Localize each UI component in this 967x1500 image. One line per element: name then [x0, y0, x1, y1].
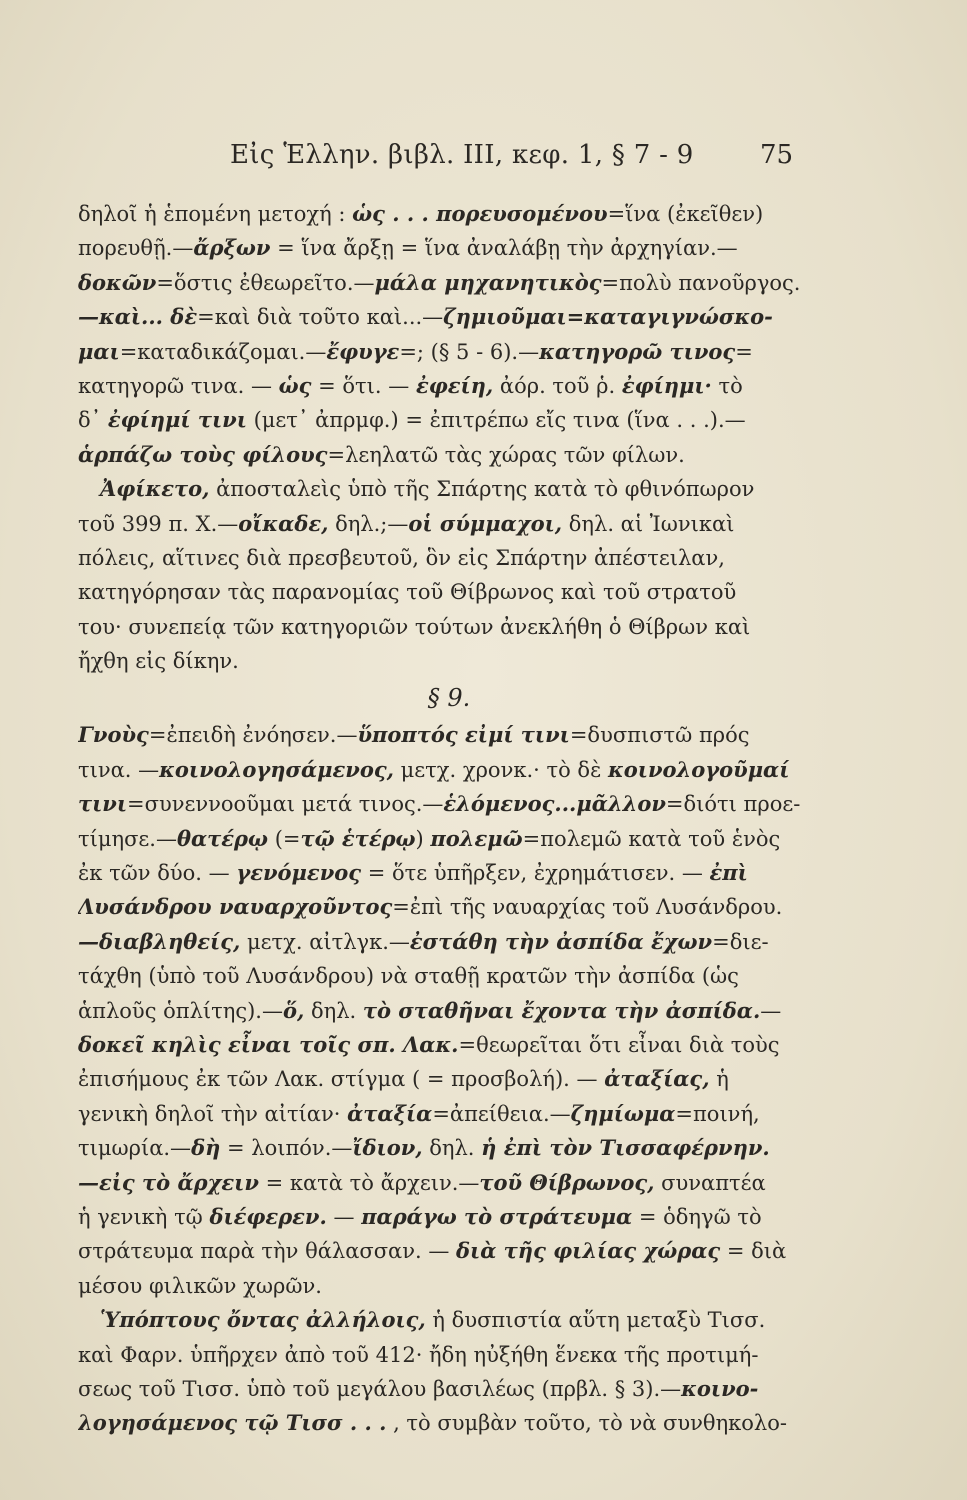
- lemma: ἀταξία: [347, 1100, 433, 1126]
- lemma: δὴ: [191, 1135, 221, 1161]
- lemma: ὅ,: [282, 997, 305, 1023]
- text-run: =λεηλατῶ τὰς χώρας τῶν φίλων.: [327, 442, 685, 467]
- lemma: παράγω τὸ στράτευμα: [361, 1203, 633, 1229]
- text-run: = ὅτι. —: [311, 373, 416, 398]
- text-line: [78, 1097, 800, 1131]
- text-run: = κατὰ τὸ ἄρχειν.—: [258, 1170, 480, 1195]
- text-run: ἡ γενικὴ τῷ: [78, 1204, 210, 1229]
- text-line: [78, 266, 800, 300]
- text-line: του· συνεπείᾳ τῶν κατηγοριῶν τούτων ἀνεκλήθη ὁ Θίβρων καὶ: [78, 614, 751, 639]
- text-line: [78, 231, 800, 265]
- lemma: ὡς: [278, 372, 312, 398]
- lemma: διὰ τῆς φιλίας χώρας: [456, 1238, 721, 1264]
- text-run: μετχ. χρονκ.· τὸ δὲ: [393, 757, 609, 782]
- text-line: [78, 994, 800, 1028]
- text-run: δηλ.: [422, 1136, 482, 1161]
- text-line: [78, 300, 800, 334]
- text-run: (=: [268, 826, 301, 851]
- lemma: Ὑπόπτους ὄντας ἀλλήλοις,: [100, 1307, 426, 1333]
- text-run: τὸ: [711, 373, 743, 398]
- lemma: —εἰς τὸ ἄρχειν: [78, 1169, 259, 1195]
- page-header: [0, 140, 967, 180]
- text-run: =; (§ 5 - 6).—: [399, 339, 540, 364]
- text-run: =δυσπιστῶ πρός: [569, 723, 750, 748]
- lemma: —καὶ... δὲ: [78, 304, 198, 330]
- lemma: δοκεῖ κηλὶς εἶναι τοῖς σπ. Λακ.: [78, 1031, 459, 1057]
- text-run: ἀποσταλεὶς ὑπὸ τῆς Σπάρτης κατὰ τὸ φθινόπωρον: [209, 477, 755, 502]
- text-run: —: [760, 998, 782, 1023]
- lemma: κατηγορῶ τινος: [539, 338, 736, 364]
- text-run: ): [415, 826, 431, 851]
- text-line: [78, 787, 800, 821]
- text-line: [78, 472, 800, 506]
- text-run: = ὁδηγῶ τὸ: [632, 1204, 762, 1229]
- text-run: τίμησε.—: [78, 826, 177, 851]
- text-run: συναπτέα: [654, 1170, 766, 1195]
- text-line: [78, 1028, 800, 1062]
- text-line: [78, 197, 800, 231]
- text-run: =θεωρεῖται ὅτι εἶναι διὰ τοὺς: [458, 1032, 780, 1057]
- text-run: ἐπισήμους ἐκ τῶν Λακ. στίγμα ( = προσβολή). —: [78, 1067, 605, 1092]
- lemma: κοινολογησάμενος,: [159, 756, 394, 782]
- text-line: [78, 890, 800, 924]
- text-line: [78, 1200, 800, 1234]
- lemma: ἴδιον,: [352, 1135, 423, 1161]
- lemma: τινι: [78, 791, 128, 817]
- text-line: [78, 822, 800, 856]
- text-run: δηλ.;—: [328, 511, 409, 536]
- lemma: —διαβληθείς,: [78, 928, 241, 954]
- text-run: δηλ. αἱ Ἰωνικαὶ: [562, 511, 735, 536]
- lemma: κοινο-: [681, 1375, 759, 1401]
- lemma: τοῦ Θίβρωνος,: [479, 1169, 655, 1195]
- text-run: —: [326, 1204, 362, 1229]
- text-line: τάχθη (ὑπὸ τοῦ Λυσάνδρου) νὰ σταθῇ κρατῶν τὴν ἀσπίδα (ὡς: [78, 964, 739, 989]
- lemma: ἔφυγε: [326, 338, 400, 364]
- text-run: στράτευμα παρὰ τὴν θάλασσαν. —: [78, 1239, 457, 1264]
- lemma: Λυσάνδρου ναυαρχοῦντος: [78, 894, 393, 920]
- lemma: οἱ σύμμαχοι,: [408, 510, 563, 536]
- lemma: ἐφίημί τινι: [107, 407, 247, 433]
- lemma: ζημιοῦμαι=καταγιγνώσκο-: [443, 304, 773, 330]
- text-line: [78, 1062, 800, 1096]
- text-line: μέσου φιλικῶν χωρῶν.: [78, 1273, 322, 1298]
- lemma: ἐστάθη τὴν ἀσπίδα ἔχων: [409, 928, 713, 954]
- text-run: = διὰ: [720, 1239, 787, 1264]
- lemma: μαι: [78, 338, 120, 364]
- lemma: ἄρξων: [193, 235, 271, 261]
- lemma: μάλα μηχανητικὸς: [374, 269, 602, 295]
- lemma: ἀταξίας,: [604, 1066, 710, 1092]
- section-heading: § 9.: [427, 684, 471, 713]
- text-run: ἐκ τῶν δύο. —: [78, 861, 237, 886]
- text-line: κατηγόρησαν τὰς παρανομίας τοῦ Θίβρωνος καὶ τοῦ στρατοῦ: [78, 580, 737, 605]
- text-run: = ἵνα ἄρξῃ = ἵνα ἀναλάβῃ τὴν ἀρχηγίαν.—: [270, 236, 738, 261]
- text-line: [78, 369, 800, 403]
- lemma: ἁρπάζω τοὺς φίλους: [78, 441, 328, 467]
- text-run: =ἀπείθεια.—: [432, 1101, 571, 1126]
- text-line: [78, 1166, 800, 1200]
- running-head: Εἰς Ἑλλην. βιβλ. ΙΙΙ, κεφ. 1, § 7 - 9: [230, 140, 694, 170]
- text-run: ἡ: [709, 1067, 729, 1092]
- lemma: οἴκαδε,: [238, 510, 329, 536]
- text-run: =ἐπειδὴ ἐνόησεν.—: [148, 723, 358, 748]
- text-line: [78, 403, 800, 437]
- lemma: ὡς . . . πορευσομένου: [352, 201, 608, 226]
- text-run: κατηγορῶ τινα. —: [78, 373, 279, 398]
- lemma: τῷ ἑτέρῳ: [300, 825, 416, 851]
- text-line: [78, 438, 800, 472]
- text-run: δηλοῖ ἡ ἑπομένη μετοχή :: [78, 202, 353, 226]
- page-number: 75: [760, 140, 794, 170]
- text-line: [78, 1303, 800, 1337]
- text-run: =διε-: [712, 929, 769, 954]
- lemma: κοινολογοῦμαί: [608, 756, 790, 782]
- text-line: [78, 1372, 800, 1406]
- text-run: =πολεμῶ κατὰ τοῦ ἑνὸς: [522, 826, 781, 851]
- text-line: [78, 1406, 800, 1440]
- text-run: =συνεννοοῦμαι μετά τινος.—: [127, 792, 444, 817]
- text-line: [78, 925, 800, 959]
- text-line: [78, 1131, 800, 1165]
- text-run: =ὅστις ἐθεωρεῖτο.—: [156, 270, 375, 295]
- text-run: σεως τοῦ Τισσ. ὑπὸ τοῦ μεγάλου βασιλέως (πρβλ. § 3).—: [78, 1376, 682, 1401]
- text-line: [78, 507, 800, 541]
- text-line: πόλεις, αἵτινες διὰ πρεσβευτοῦ, ὃν εἰς Σπάρτην ἀπέστειλαν,: [78, 545, 725, 570]
- text-run: γενικὴ δηλοῖ τὴν αἰτίαν·: [78, 1101, 348, 1126]
- lemma: θατέρῳ: [176, 825, 269, 851]
- text-line: [78, 335, 800, 369]
- text-run: πορευθῇ.—: [78, 236, 194, 261]
- lemma: ἐφείη,: [415, 372, 494, 398]
- text-run: μετχ. αἰτλγκ.—: [240, 929, 410, 954]
- text-run: τοῦ 399 π. Χ.—: [78, 511, 239, 536]
- text-run: τινα. —: [78, 757, 160, 782]
- lemma: ἡ ἐπὶ τὸν Τισσαφέρνην.: [481, 1135, 770, 1161]
- lemma: ἐφίημι·: [621, 372, 712, 398]
- text-run: = λοιπόν.—: [220, 1136, 353, 1161]
- text-run: =ἐπὶ τῆς ναυαρχίας τοῦ Λυσάνδρου.: [392, 895, 783, 920]
- lemma: ἑλόμενος...μᾶλλον: [443, 791, 666, 817]
- text-run: = ὅτε ὑπῆρξεν, ἐχρημάτισεν. —: [361, 861, 710, 886]
- text-run: ἡ δυσπιστία αὕτη μεταξὺ Τισσ.: [425, 1308, 766, 1333]
- text-run: =καταδικάζομαι.—: [119, 339, 327, 364]
- body-text: [78, 197, 800, 1441]
- lemma: δοκῶν: [78, 269, 157, 295]
- text-run: δ᾽: [78, 408, 108, 433]
- text-line: [78, 1234, 800, 1268]
- lemma: τὸ σταθῆναι ἔχοντα τὴν ἀσπίδα.: [362, 997, 761, 1023]
- text-line: ἤχθη εἰς δίκην.: [78, 649, 239, 674]
- lemma: Ἀφίκετο,: [100, 476, 210, 502]
- lemma: διέφερεν.: [209, 1203, 327, 1229]
- text-run: ἁπλοῦς ὁπλίτης).—: [78, 998, 283, 1023]
- lemma: γενόμενος: [236, 860, 362, 886]
- text-line: [78, 718, 800, 752]
- text-run: τιμωρία.—: [78, 1136, 192, 1161]
- lemma: πολεμῶ: [430, 825, 523, 851]
- lemma: λογησάμενος τῷ Τισσ . . .: [78, 1410, 387, 1436]
- text-line: [78, 753, 800, 787]
- lemma: ὕποπτός εἰμί τινι: [357, 722, 570, 748]
- lemma: Γνοὺς: [78, 722, 149, 748]
- text-run: =: [735, 339, 753, 364]
- text-run: ἀόρ. τοῦ ῥ.: [493, 373, 622, 398]
- lemma: ἐπὶ: [709, 860, 748, 886]
- text-run: =ἵνα (ἐκεῖθεν): [607, 202, 764, 226]
- text-run: , τὸ συμβὰν τοῦτο, τὸ νὰ συνθηκολο-: [386, 1411, 787, 1436]
- text-run: (μετ᾽ ἀπρμφ.) = ἐπιτρέπω εἴς τινα (ἵνα . . .).—: [246, 408, 746, 433]
- lemma: ζημίωμα: [570, 1100, 676, 1126]
- text-run: =πολὺ πανοῦργος.: [601, 270, 800, 295]
- text-line: καὶ Φαρν. ὑπῆρχεν ἀπὸ τοῦ 412· ἤδη ηὐξήθη ἕνεκα τῆς προτιμή-: [78, 1342, 759, 1367]
- text-run: δηλ.: [304, 998, 363, 1023]
- text-run: =διότι προε-: [665, 792, 800, 817]
- text-run: =ποινή,: [675, 1101, 760, 1126]
- text-run: =καὶ διὰ τοῦτο καὶ...—: [197, 305, 444, 330]
- text-line: [78, 856, 800, 890]
